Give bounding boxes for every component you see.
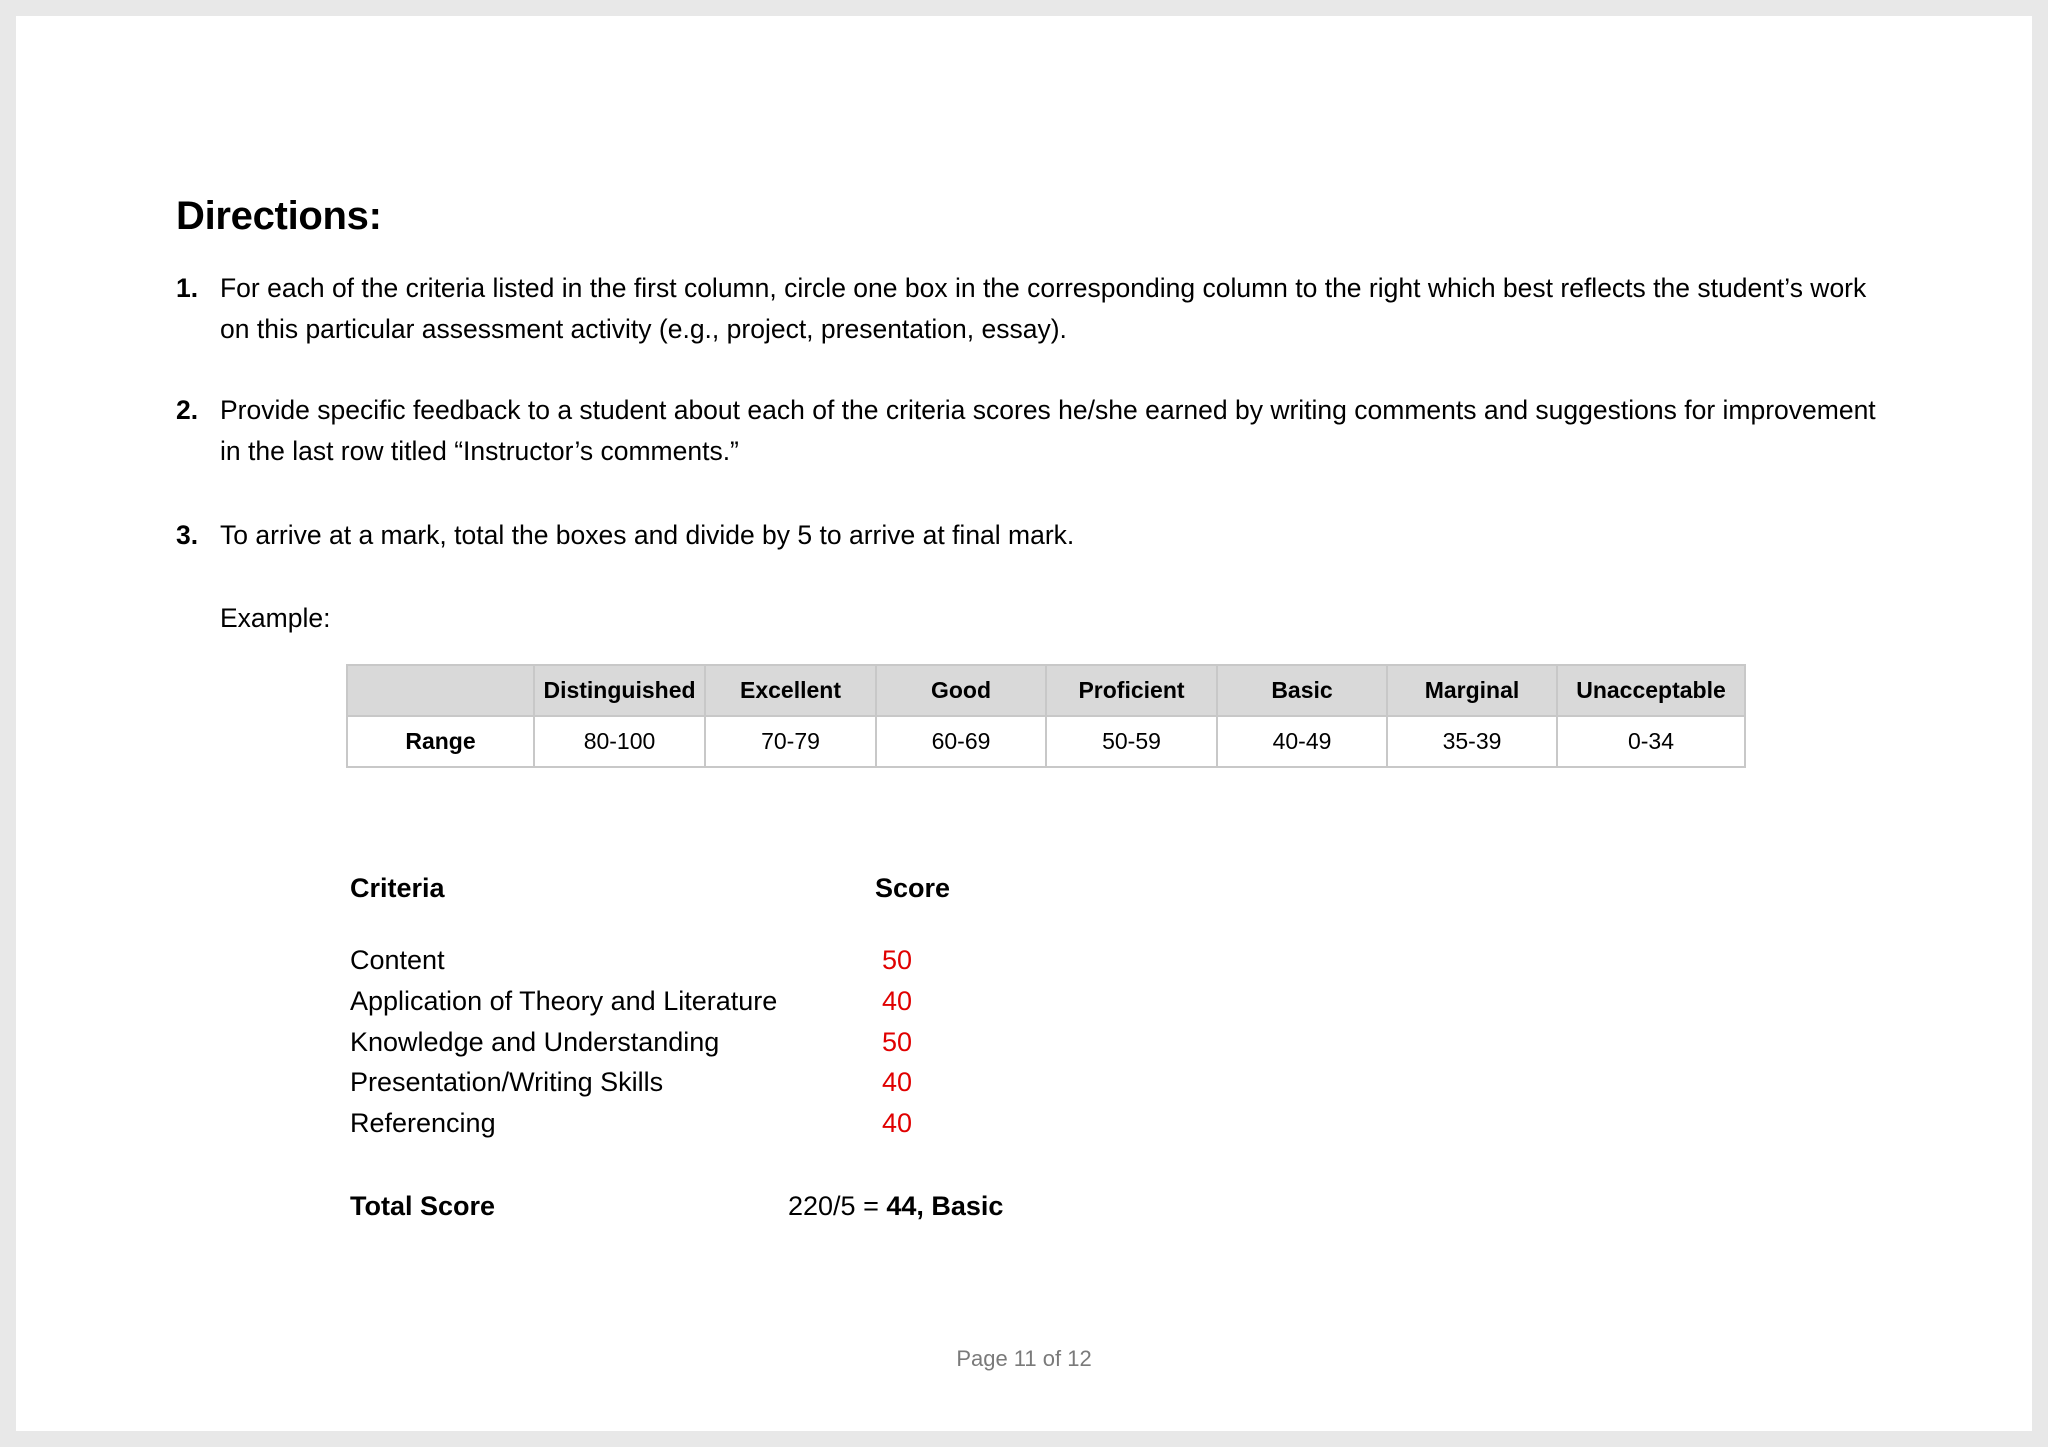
range-table-cell: 50-59 — [1046, 716, 1217, 767]
range-table — [346, 664, 1746, 768]
criteria-score: 50 — [882, 1026, 913, 1057]
direction-item-2 — [176, 390, 1896, 472]
range-table-cell: 0-34 — [1557, 716, 1745, 767]
total-score-calc: 220/5 = — [788, 1191, 879, 1221]
page-heading: Directions: — [176, 194, 382, 238]
direction-item-1 — [176, 268, 1896, 350]
range-table-cell: 40-49 — [1217, 716, 1387, 767]
total-score-value — [788, 1186, 1003, 1227]
range-table-cell: 60-69 — [876, 716, 1046, 767]
direction-number: 3. — [176, 520, 199, 550]
criteria-score: 50 — [882, 945, 913, 975]
score-list — [882, 940, 912, 1144]
direction-text: Provide specific feedback to a student about each of the criteria scores he/she earned by writing comments and suggestions for improvement in the last row titled “Instructor’s comments.” — [220, 395, 1876, 466]
range-table-header-cell: Proficient — [1046, 665, 1217, 716]
direction-number: 2. — [176, 395, 199, 425]
range-table-header-cell: Marginal — [1387, 665, 1557, 716]
criteria-name: Application of Theory and Literature — [350, 985, 778, 1016]
range-table-header-cell: Distinguished — [534, 665, 705, 716]
range-table-header-cell: Excellent — [705, 665, 876, 716]
total-score-label: Total Score — [350, 1191, 496, 1221]
direction-item-3 — [176, 515, 1896, 556]
range-table-row — [347, 716, 1745, 767]
criteria-name: Referencing — [350, 1108, 496, 1139]
score-header: Score — [875, 873, 951, 903]
range-table-header-cell — [347, 665, 534, 716]
range-table-header-cell: Unacceptable — [1557, 665, 1745, 716]
criteria-score: 40 — [882, 985, 913, 1016]
criteria-name: Knowledge and Understanding — [350, 1026, 720, 1057]
page-number-footer: Page 11 of 12 — [956, 1346, 1092, 1371]
criteria-list — [350, 940, 777, 1144]
range-table-cell: 35-39 — [1387, 716, 1557, 767]
direction-number: 1. — [176, 273, 199, 303]
criteria-header: Criteria — [350, 873, 445, 903]
range-row-label: Range — [347, 716, 534, 767]
document-page — [16, 16, 2032, 1431]
example-label: Example: — [220, 603, 331, 633]
criteria-name: Content — [350, 945, 445, 975]
criteria-score: 40 — [882, 1108, 913, 1139]
range-table-cell: 70-79 — [705, 716, 876, 767]
range-table-cell: 80-100 — [534, 716, 705, 767]
direction-text: For each of the criteria listed in the first column, circle one box in the corresponding column to the right which best reflects the student’s work on this particular assessment activity (e.g., project, presentation, essay). — [220, 273, 1867, 344]
range-table-header-cell: Basic — [1217, 665, 1387, 716]
direction-text: To arrive at a mark, total the boxes and divide by 5 to arrive at final mark. — [220, 520, 1075, 550]
criteria-score: 40 — [882, 1067, 913, 1098]
criteria-name: Presentation/Writing Skills — [350, 1067, 664, 1098]
range-table-header-cell: Good — [876, 665, 1046, 716]
range-table-header-row — [347, 665, 1745, 716]
total-score-result: 44, Basic — [886, 1191, 1004, 1221]
